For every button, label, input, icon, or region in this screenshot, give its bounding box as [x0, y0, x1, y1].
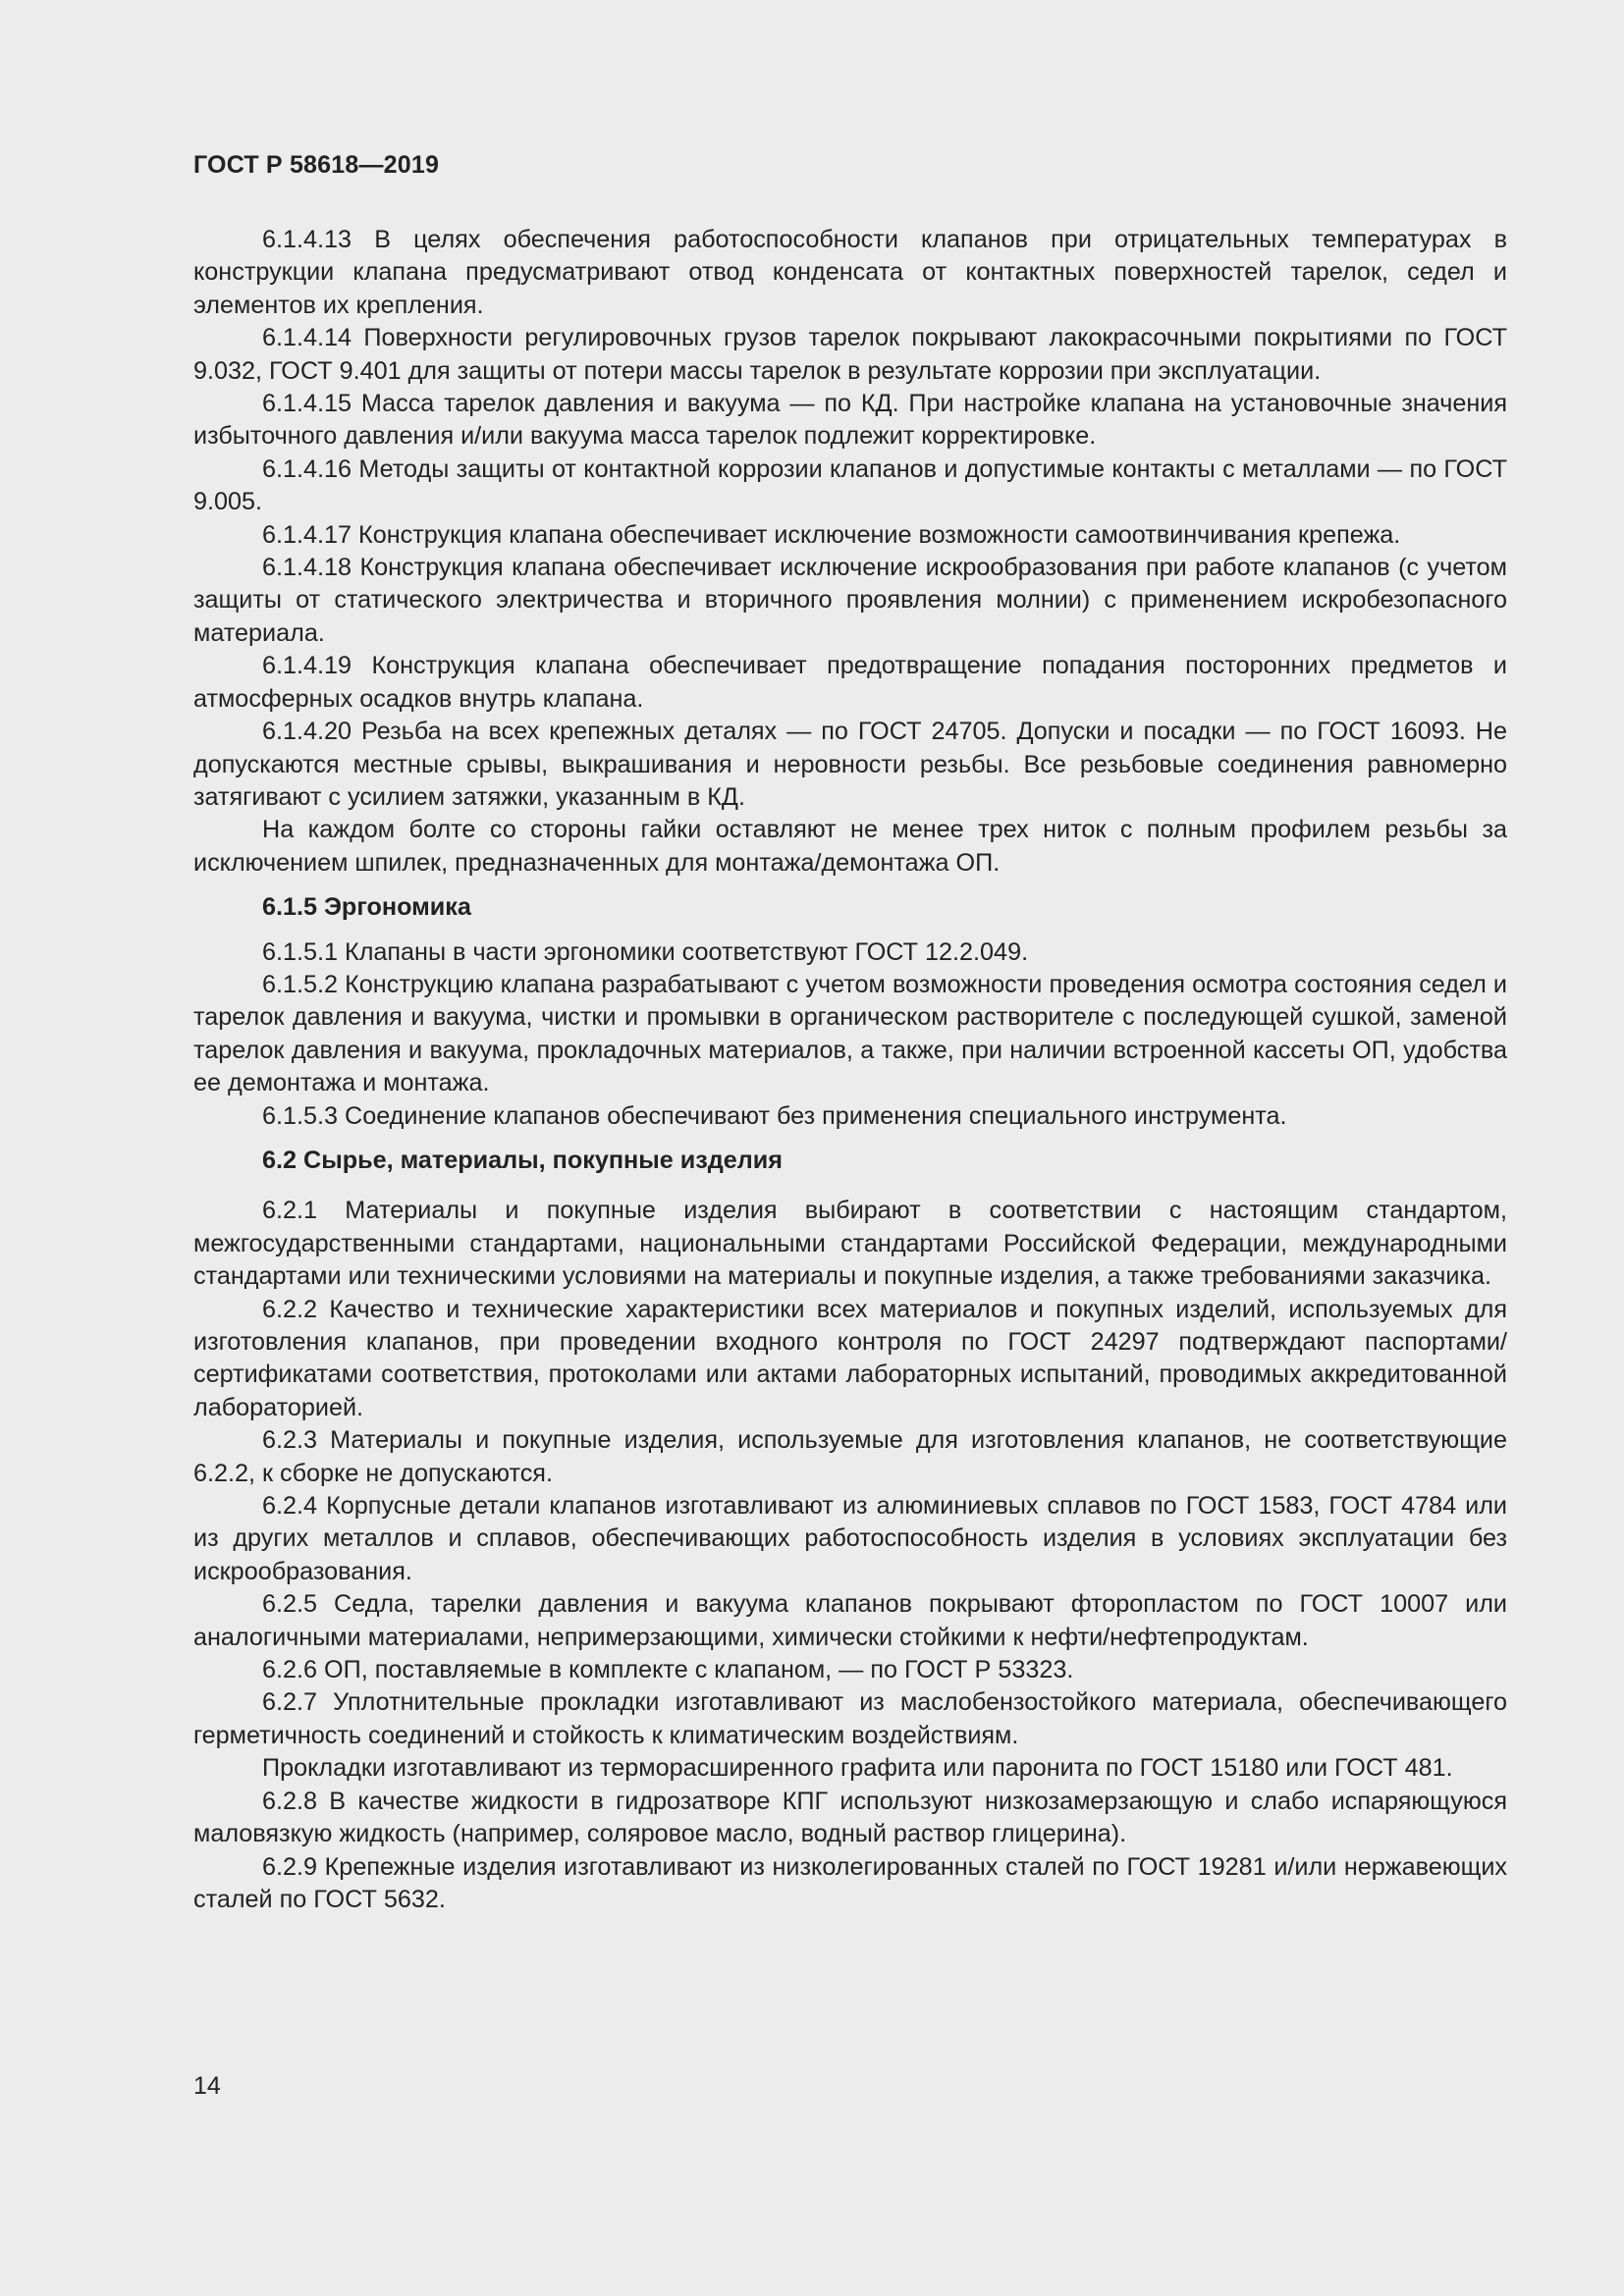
clause-6-2-8: 6.2.8 В качестве жидкости в гидрозатворе КПГ используют низкозамерзающую и слабо испаряющуюся маловязкую жидкость (например, соляровое масло, водный раствор глицерина).: [193, 1787, 1507, 1848]
clause-6-2-1: 6.2.1 Материалы и покупные изделия выбирают в соответствии с настоящим стандартом, межгосударственными стандартами, национальными стандартами Российской Федерации, международными стандартами или техническими условиями на материалы и покупные изделия, а также требованиями заказчика.: [193, 1197, 1507, 1291]
clause-6-1-4-14: 6.1.4.14 Поверхности регулировочных грузов тарелок покрывают лакокрасочными покрытиями по ГОСТ 9.032, ГОСТ 9.401 для защиты от потери массы тарелок в результате коррозии при эксплуатации.: [193, 324, 1507, 385]
clause-6-2-4: 6.2.4 Корпусные детали клапанов изготавливают из алюминиевых сплавов по ГОСТ 1583, ГОСТ 4784 или из других металлов и сплавов, обеспечивающих работоспособность изделия в условиях эксплуатации без искрообразования.: [193, 1492, 1507, 1585]
section-heading-6-1-5: 6.1.5 Эргономика: [262, 893, 471, 922]
section-heading-6-2: 6.2 Сырье, материалы, покупные изделия: [262, 1146, 783, 1174]
clause-6-1-4-13: 6.1.4.13 В целях обеспечения работоспособности клапанов при отрицательных температурах в конструкции клапана предусматривают отвод конденсата от контактных поверхностей тарелок, седел и элементов их крепления.: [193, 226, 1507, 319]
clause-6-1-5-1: 6.1.5.1 Клапаны в части эргономики соответствуют ГОСТ 12.2.049.: [262, 937, 1029, 966]
clause-6-2-5: 6.2.5 Седла, тарелки давления и вакуума клапанов покрывают фторопластом по ГОСТ 10007 или аналогичными материалами, непримерзающими, химически стойкими к нефти/нефтепродуктам.: [193, 1590, 1507, 1651]
clause-6-2-2: 6.2.2 Качество и технические характеристики всех материалов и покупных изделий, используемых для изготовления клапанов, при проведении входного контроля по ГОСТ 24297 подтверждают паспортами/сертификатами соответствия, протоколами или актами лабораторных испытаний, проводимых аккредитованной лабораторией.: [193, 1295, 1507, 1421]
document-body: [193, 224, 1507, 1916]
clause-6-1-4-15: 6.1.4.15 Масса тарелок давления и вакуума — по КД. При настройке клапана на установочные значения избыточного давления и/или вакуума масса тарелок подлежит корректировке.: [193, 390, 1507, 451]
clause-6-2-9: 6.2.9 Крепежные изделия изготавливают из низколегированных сталей по ГОСТ 19281 и/или нержавеющих сталей по ГОСТ 5632.: [193, 1852, 1507, 1913]
clause-6-1-4-17: 6.1.4.17 Конструкция клапана обеспечивает исключение возможности самоотвинчивания крепежа.: [262, 520, 1401, 549]
clause-6-1-4-20-note: На каждом болте со стороны гайки оставляют не менее трех ниток с полным профилем резьбы за исключением шпилек, предназначенных для монтажа/демонтажа ОП.: [193, 816, 1507, 877]
clause-6-2-7: 6.2.7 Уплотнительные прокладки изготавливают из маслобензостойкого материала, обеспечивающего герметичность соединений и стойкость к климатическим воздействиям.: [193, 1688, 1507, 1749]
clause-6-1-4-19: 6.1.4.19 Конструкция клапана обеспечивает предотвращение попадания посторонних предметов и атмосферных осадков внутрь клапана.: [193, 652, 1507, 713]
clause-6-1-4-18: 6.1.4.18 Конструкция клапана обеспечивает исключение искрообразования при работе клапанов (с учетом защиты от статического электричества и вторичного проявления молнии) с применением искробезопасного материала.: [193, 554, 1507, 647]
clause-6-2-6: 6.2.6 ОП, поставляемые в комплекте с клапаном, — по ГОСТ Р 53323.: [262, 1656, 1074, 1684]
document-header: ГОСТ Р 58618—2019: [193, 151, 440, 179]
clause-6-2-3: 6.2.3 Материалы и покупные изделия, используемые для изготовления клапанов, не соответствующие 6.2.2, к сборке не допускаются.: [193, 1426, 1507, 1487]
page-number: 14: [193, 2072, 221, 2100]
clause-6-2-7-note: Прокладки изготавливают из терморасширенного графита или паронита по ГОСТ 15180 или ГОСТ 481.: [262, 1754, 1453, 1783]
clause-6-1-5-3: 6.1.5.3 Соединение клапанов обеспечивают без применения специального инструмента.: [262, 1101, 1287, 1130]
clause-6-1-4-16: 6.1.4.16 Методы защиты от контактной коррозии клапанов и допустимые контакты с металлами — по ГОСТ 9.005.: [193, 454, 1507, 516]
clause-6-1-5-2: 6.1.5.2 Конструкцию клапана разрабатывают с учетом возможности проведения осмотра состояния седел и тарелок давления и вакуума, чистки и промывки в органическом растворителе с последующей сушкой, заменой тарелок давления и вакуума, прокладочных материалов, а также, при наличии встроенной кассеты ОП, удобства ее демонтажа и монтажа.: [193, 970, 1507, 1097]
clause-6-1-4-20: 6.1.4.20 Резьба на всех крепежных деталях — по ГОСТ 24705. Допуски и посадки — по ГОСТ 16093. Не допускаются местные срывы, выкрашивания и неровности резьбы. Все резьбовые соединения равномерно затягивают с усилием затяжки, указанным в КД.: [193, 718, 1507, 811]
